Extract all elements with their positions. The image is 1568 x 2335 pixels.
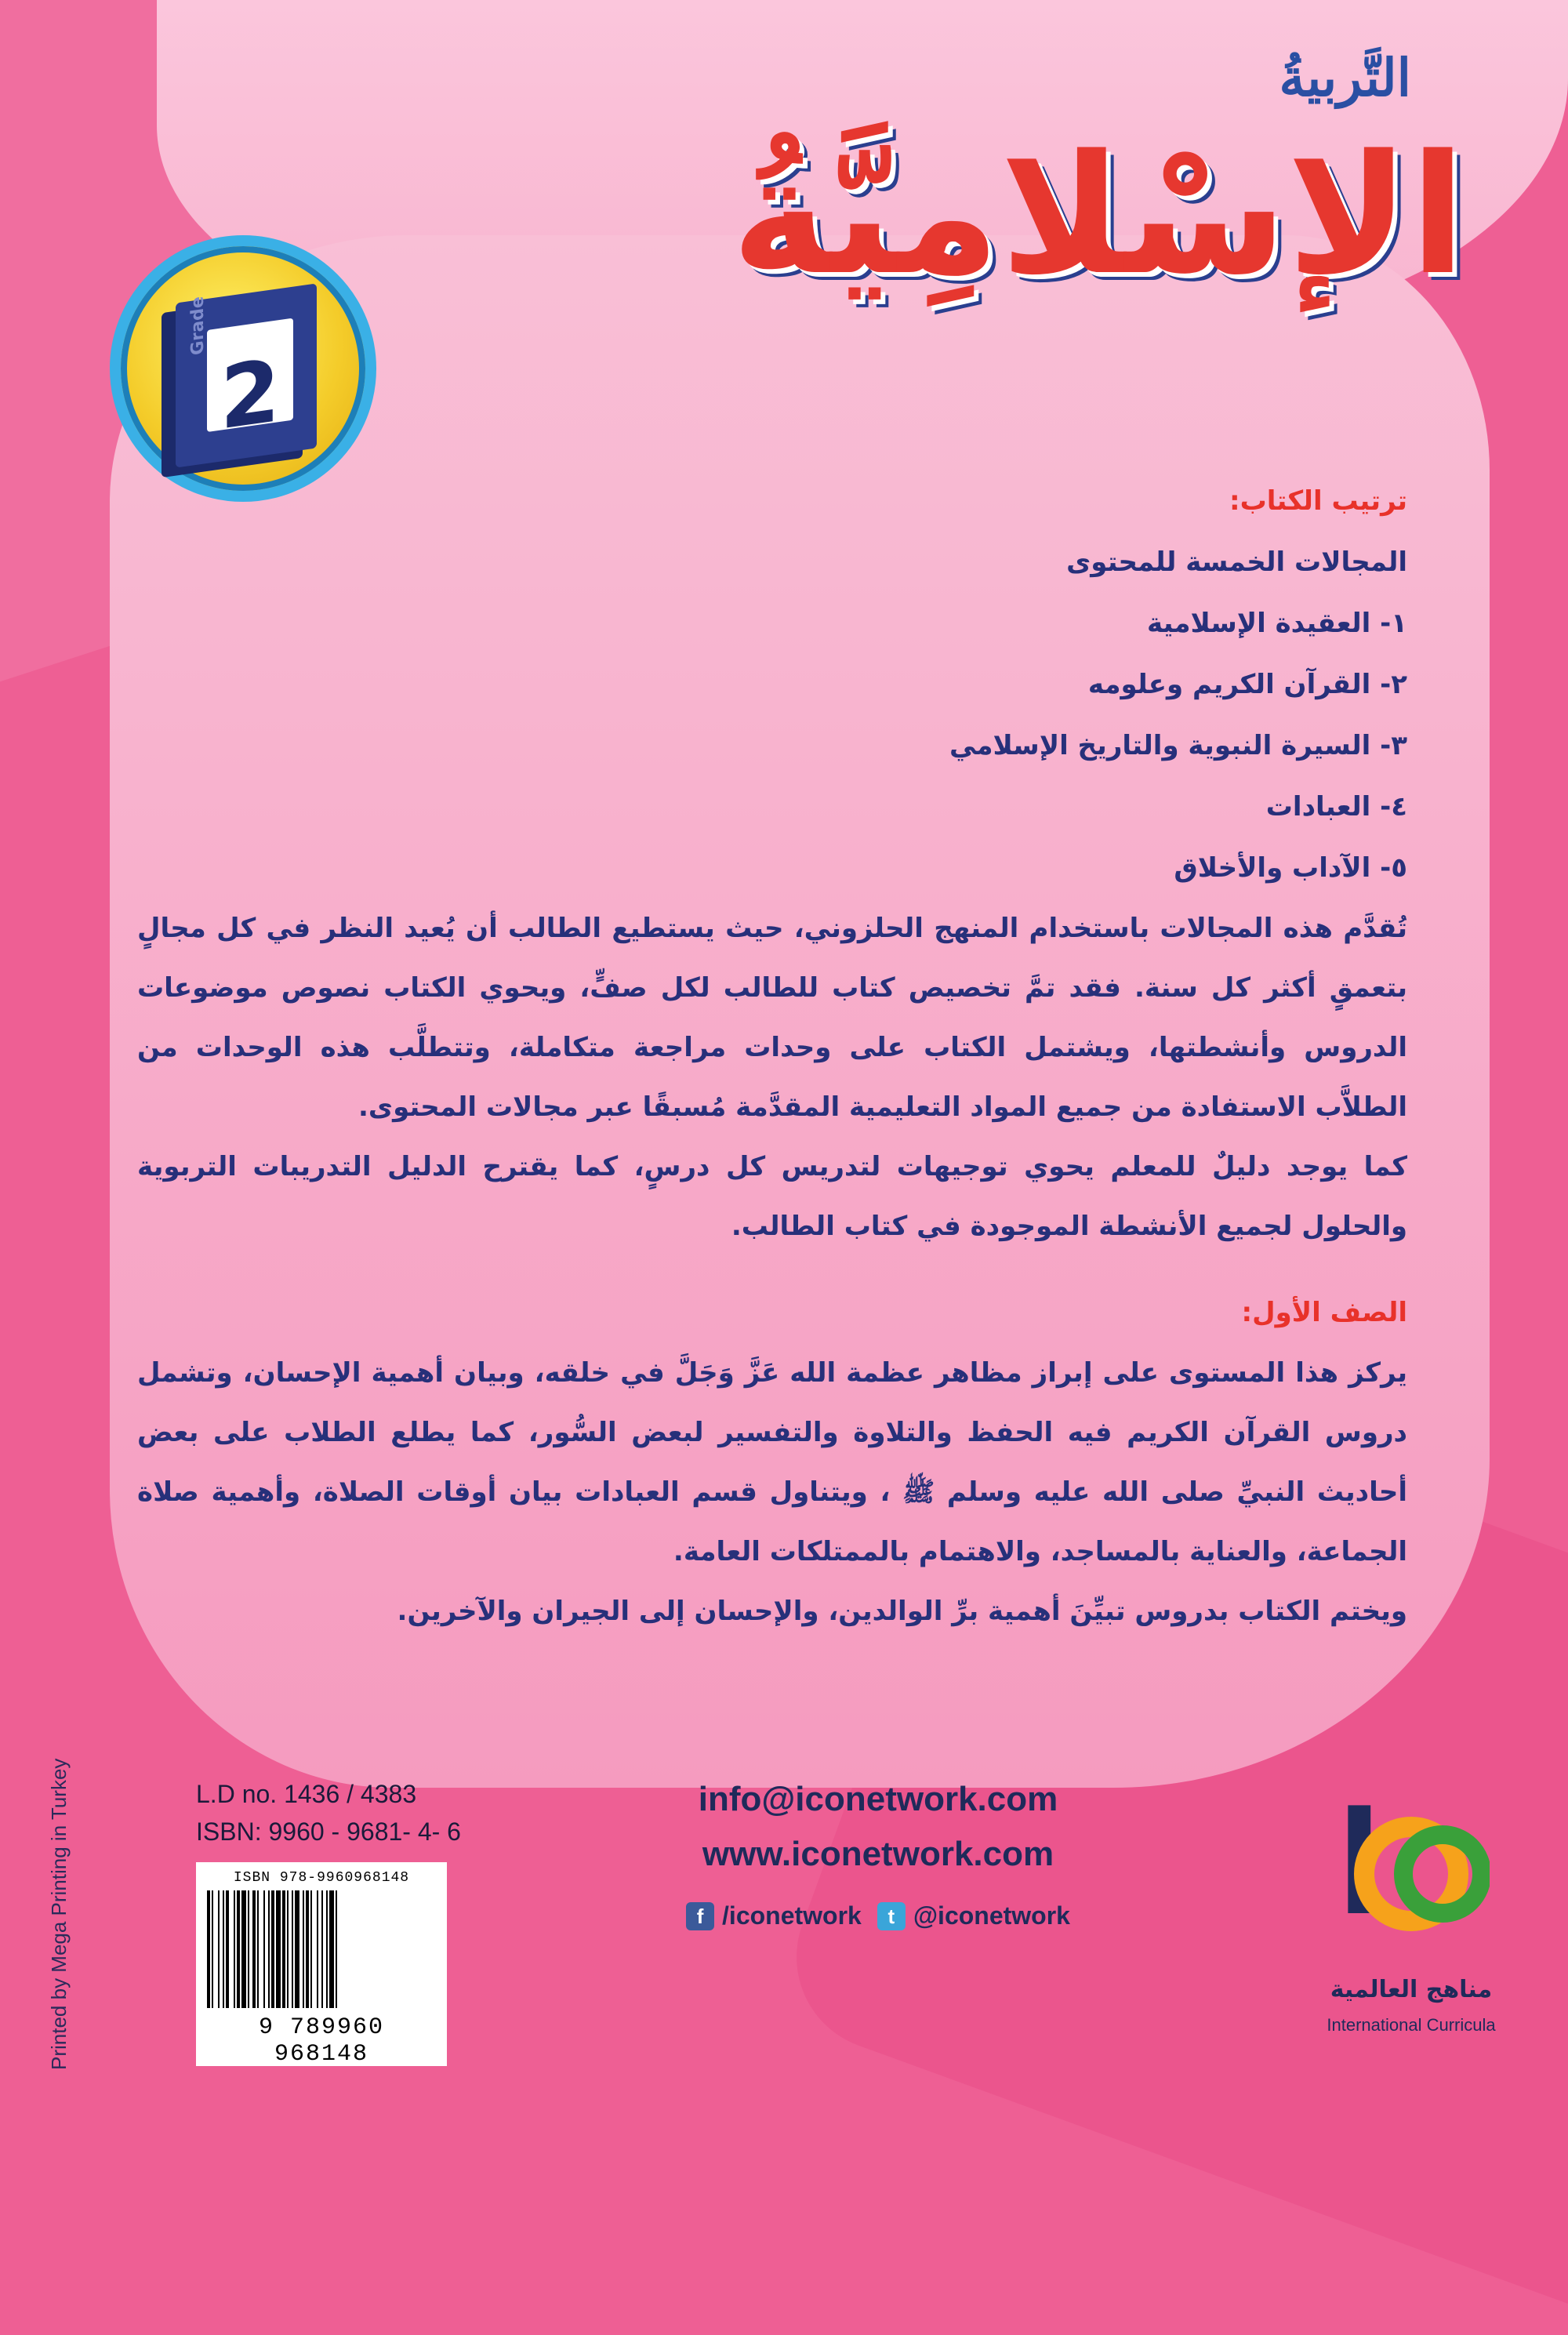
isbn-number: ISBN: 9960 - 9681- 4- 6 (196, 1818, 461, 1846)
list-item: ٥- الآداب والأخلاق (1174, 852, 1407, 884)
closing-paragraph: ويختم الكتاب بدروس تبيِّنَ أهمية برِّ الوالدين، والإحسان إلى الجيران والآخرين. (397, 1596, 1407, 1627)
list-item: ٣- السيرة النبوية والتاريخ الإسلامي (949, 730, 1407, 761)
arrangement-paragraph: تُقدَّم هذه المجالات باستخدام المنهج الحلزوني، حيث يستطيع الطالب أن يُعيد النظر في كل مجالٍ بتعمقٍ أكثر كل سنة. فقد تمَّ تخصيص كتاب للطالب لكل صفٍّ، ويحوي الكتاب نصوص موضوعات الدروس وأنشطتها، ويشتمل الكتاب على وحدات مراجعة متكاملة، وتتطلَّب هذه الوحدات من الطلاَّب الاستفادة من جميع المواد التعليمية المقدَّمة مُسبقًا عبر مجالات المحتوى. (137, 913, 1407, 1123)
facebook-icon[interactable]: f (686, 1902, 714, 1930)
facebook-handle[interactable]: /iconetwork (722, 1901, 862, 1930)
svg-text:I: I (1338, 1772, 1381, 1947)
grade-word: Grade (188, 295, 208, 357)
email-address[interactable]: info@iconetwork.com (698, 1780, 1058, 1818)
twitter-handle[interactable]: @iconetwork (913, 1901, 1070, 1930)
printer-note: Printed by Mega Printing in Turkey (47, 1758, 71, 2070)
barcode-number: 9 789960 968148 (258, 2014, 385, 2068)
first-grade-section (137, 1282, 1407, 1641)
list-item: ١- العقيدة الإسلامية (1147, 608, 1407, 639)
first-grade-paragraph: يركز هذا المستوى على إبراز مظاهر عظمة الله عَزَّ وَجَلَّ في خلقه، وبيان أهمية الإحسان، وتشمل دروس القرآن الكريم فيه الحفظ والتلاوة والتفسير لبعض السُّور، كما يطلع الطلاب على بعض أحاديث النبيِّ صلى الله عليه وسلم ﷺ ، ويتناول قسم العبادات بيان أوقات الصلاة، وأهمية صلاة الجماعة، والعناية بالمساجد، والاهتمام بالممتلكات العامة. (137, 1357, 1407, 1567)
barcode-bar (337, 1890, 340, 2008)
ld-number: L.D no. 1436 / 4383 (196, 1780, 417, 1808)
barcode-bars (207, 1890, 436, 2008)
grade-number: 2 (220, 340, 281, 449)
barcode-isbn-text: ISBN 978-9960968148 (233, 1870, 410, 1886)
list-item: ٤- العبادات (1265, 791, 1407, 823)
book-page (207, 318, 293, 449)
book-icon (176, 283, 317, 467)
arrangement-section (137, 470, 1407, 1256)
arrangement-intro: المجالات الخمسة للمحتوى (1066, 547, 1407, 578)
teacher-guide-paragraph: كما يوجد دليلٌ للمعلم يحوي توجيهات لتدريس كل درسٍ، كما يقترح الدليل التدريبات التربوية والحلول لجميع الأنشطة الموجودة في كتاب الطالب. (137, 1151, 1407, 1242)
social-links (674, 1901, 1082, 1930)
grade-badge (110, 235, 376, 502)
title-subtitle: التَّربيةُ (1279, 47, 1411, 108)
publisher-name-english: International Curricula (1327, 2015, 1496, 2035)
first-grade-heading: الصف الأول: (1241, 1297, 1407, 1328)
list-item: ٢- القرآن الكريم وعلومه (1087, 669, 1407, 700)
barcode (196, 1862, 447, 2066)
arrangement-heading: ترتيب الكتاب: (1229, 485, 1407, 517)
twitter-icon[interactable]: t (877, 1902, 906, 1930)
website-link[interactable]: www.iconetwork.com (702, 1835, 1054, 1873)
publisher-logo (1333, 1756, 1490, 1992)
book-title: الإسْلامِيَّةُ (731, 119, 1466, 311)
publisher-name-arabic: مناهج العالمية (1330, 1976, 1493, 2003)
